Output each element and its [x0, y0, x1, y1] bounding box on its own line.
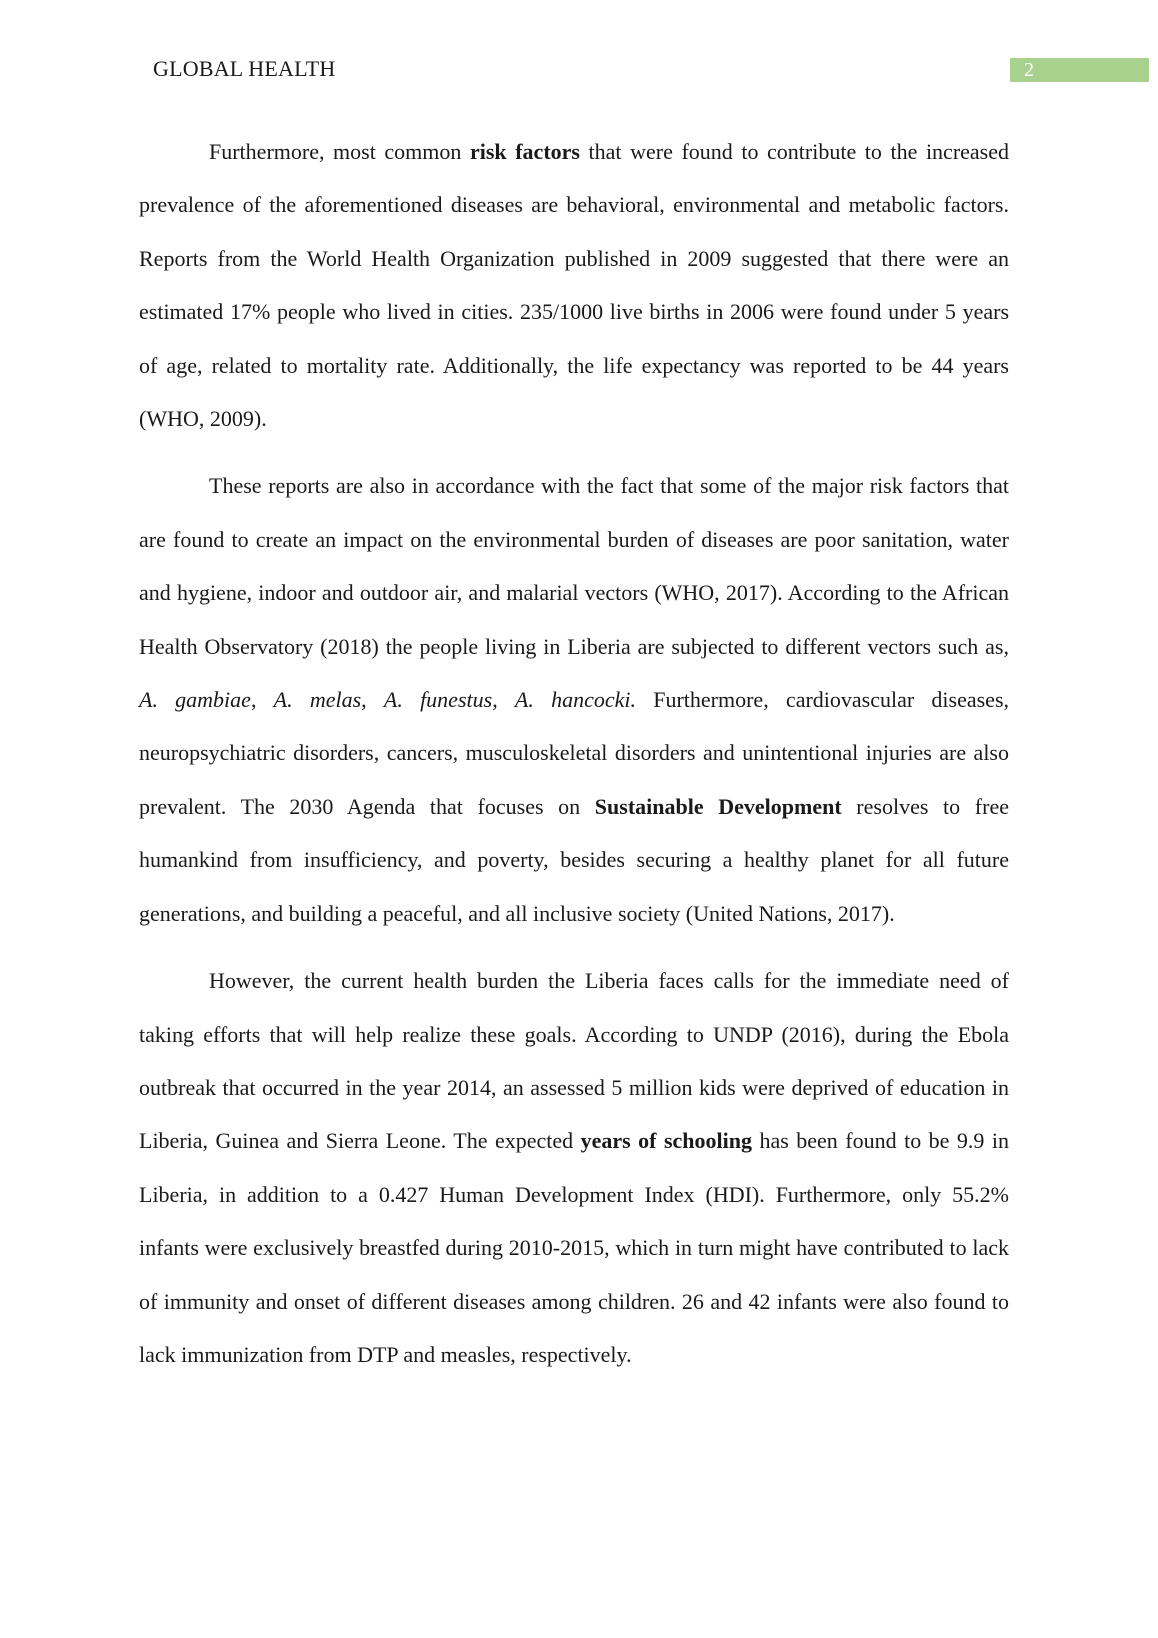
document-body — [139, 125, 1009, 1381]
species-name: A. hancocki. — [514, 687, 636, 713]
bold-term-sustainable-development: Sustainable Development — [594, 793, 842, 819]
paragraph-3-text: has been found to be 9.9 in Liberia, in addition to a 0.427 Human Development Index (HDI). Furthermore, only 55.2% infants were exclusively breastfed during 2010-2015, which in turn might have contributed to lack of immunity and onset of different diseases among children. 26 and 42 infants were also found to lack immunization from DTP and measles, respectively. — [139, 1128, 1009, 1367]
species-name: A. melas — [273, 687, 362, 713]
page-number: 2 — [1024, 59, 1034, 81]
paragraph-1-text: Furthermore, most common — [209, 139, 470, 164]
paragraph-2 — [139, 459, 1009, 940]
paragraph-3 — [139, 954, 1009, 1381]
paragraph-2-text: , — [250, 687, 274, 713]
paragraph-2-text: resolves to free humankind from insufficiency, and poverty, besides securing a healthy planet for all future generations, and building a peaceful, and all inclusive society (United Nations, 2017). — [139, 793, 1009, 926]
paragraph-2-text: , — [361, 687, 384, 713]
paragraph-2-text: These reports are also in accordance with the fact that some of the major risk factors that are found to create an impact on the environmental burden of diseases are poor sanitation, water and hygiene, indoor and outdoor air, and malarial vectors (WHO, 2017). According to the African Health Observatory (2018) the people living in Liberia are subjected to different vectors such as, — [139, 473, 1009, 659]
paragraph-3-text: However, the current health burden the Liberia faces calls for the immediate need of taking efforts that will help realize these goals. According to UNDP (2016), during the Ebola outbreak that occurred in the year 2014, an assessed 5 million kids were deprived of education in Liberia, Guinea and Sierra Leone. The expected — [139, 968, 1009, 1154]
paragraph-2-text: Furthermore, cardiovascular diseases, neuropsychiatric disorders, cancers, musculoskeletal disorders and unintentional injuries are also prevalent. The 2030 Agenda that focuses on — [139, 687, 1010, 819]
page-number-box — [1010, 58, 1149, 82]
paragraph-2-text: , — [492, 687, 515, 713]
species-name: A. gambiae — [139, 687, 251, 713]
bold-term-years-of-schooling: years of schooling — [580, 1128, 752, 1154]
paragraph-1-text: that were found to contribute to the increased prevalence of the aforementioned diseases are behavioral, environmental and metabolic factors. Reports from the World Health Organization published in 2009 suggested that there were an estimated 17% people who lived in cities. 235/1000 live births in 2006 were found under 5 years of age, related to mortality rate. Additionally, the life expectancy was reported to be 44 years (WHO, 2009). — [139, 139, 1009, 432]
species-name: A. funestus — [383, 687, 493, 713]
paragraph-1 — [139, 125, 1009, 445]
bold-term-risk-factors: risk factors — [469, 139, 580, 164]
running-head: GLOBAL HEALTH — [153, 56, 336, 81]
